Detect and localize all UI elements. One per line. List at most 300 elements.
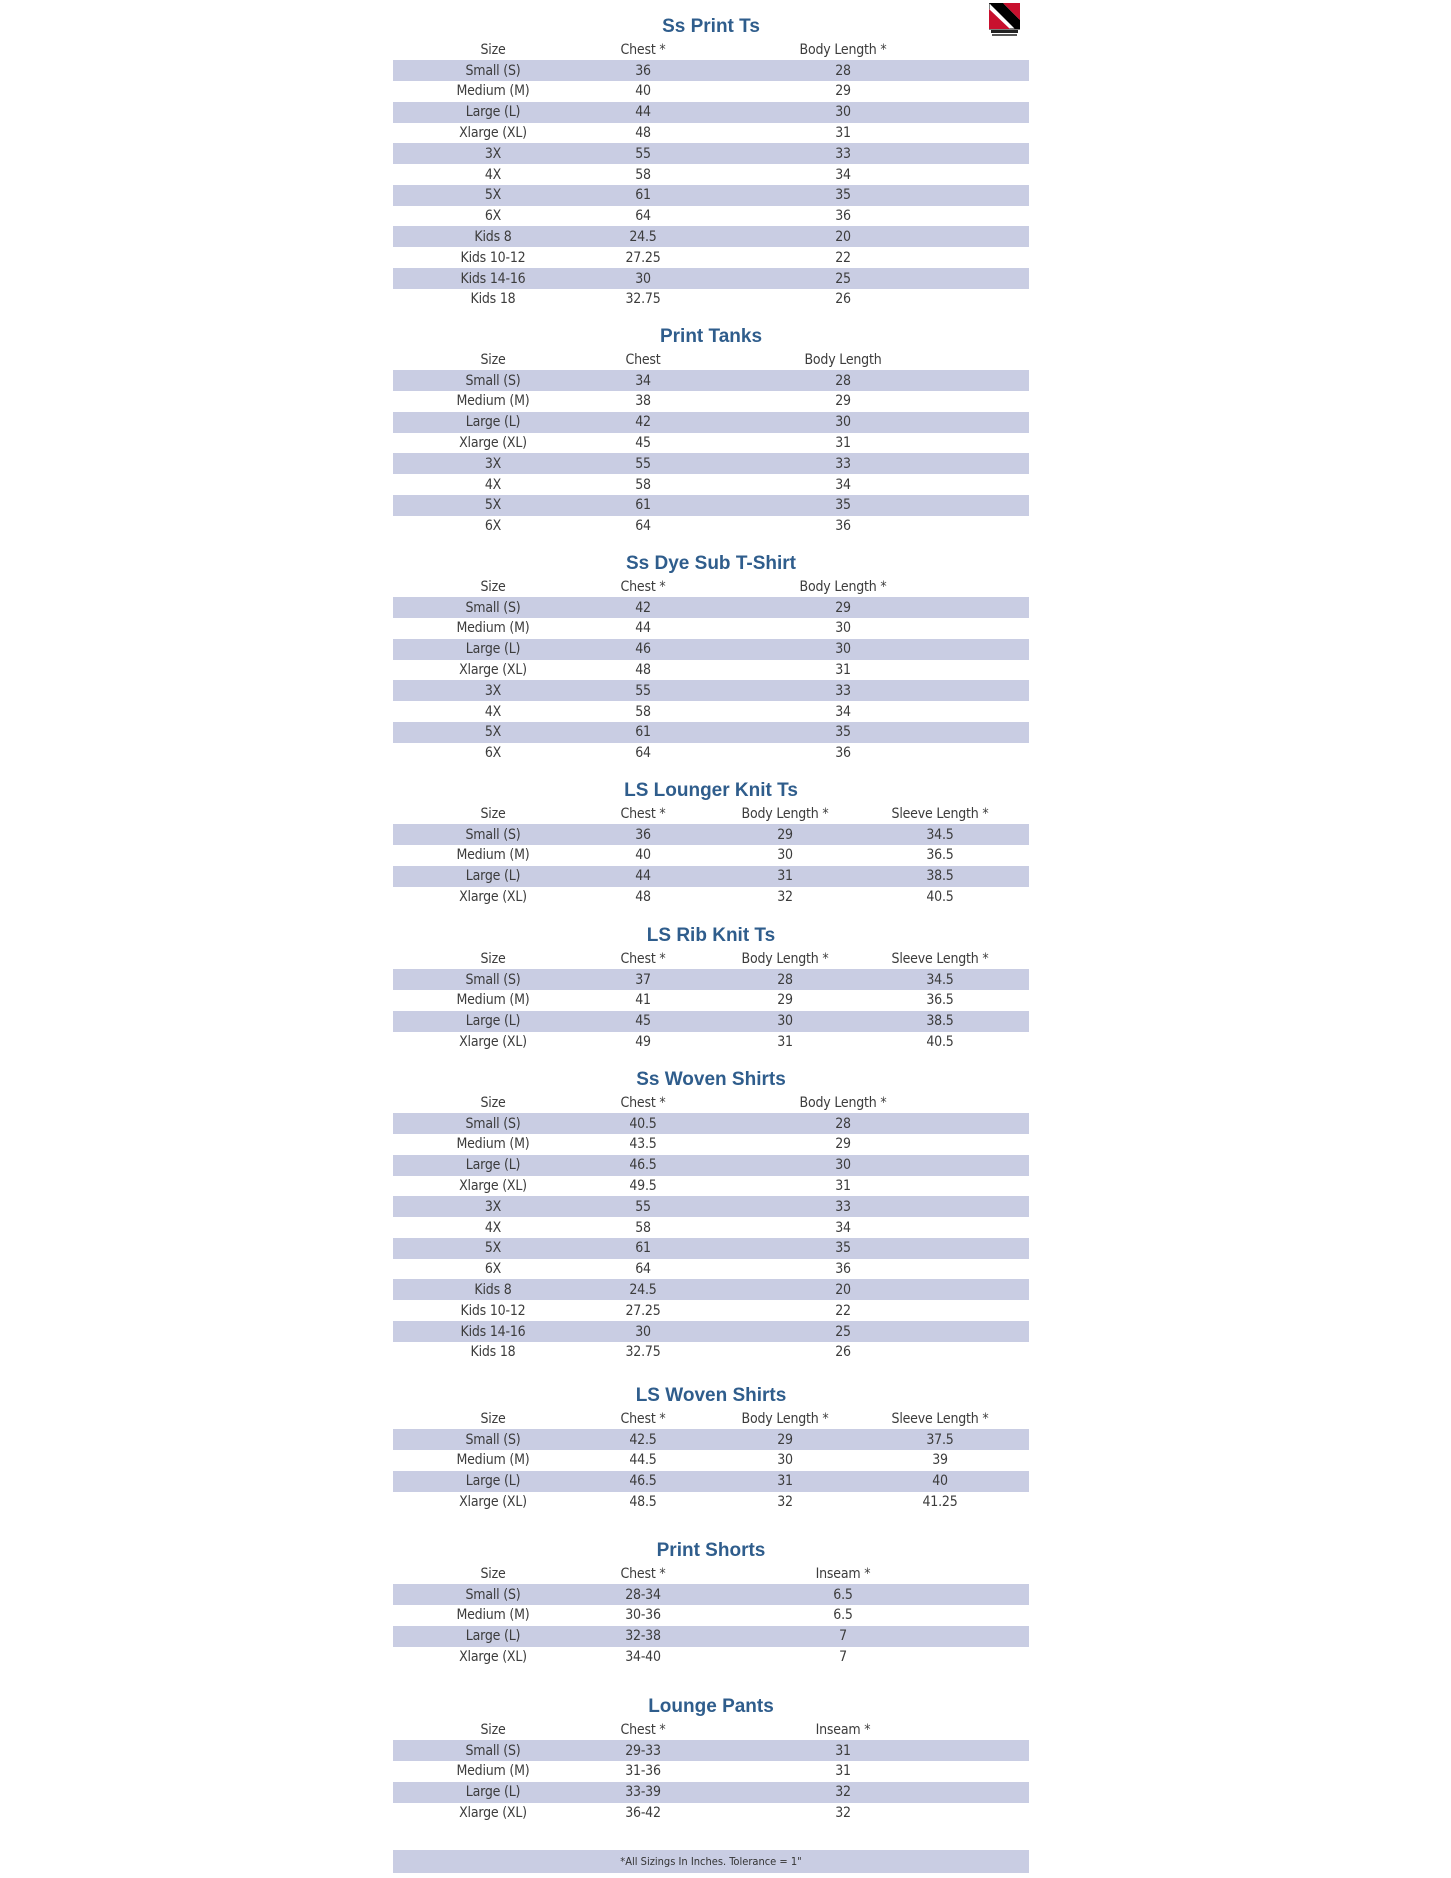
measurement-cell: 61 [635,1240,651,1257]
size-cell: Medium (M) [456,992,530,1009]
measurement-cell: 29 [835,599,851,616]
measurement-cell: 61 [635,187,651,204]
table-row [393,990,1029,1011]
measurement-cell: 29 [835,83,851,100]
measurement-cell: 58 [635,1219,651,1236]
table-title: Print Tanks [659,326,763,347]
measurement-cell: 38.5 [926,1013,954,1030]
size-cell: 3X [484,145,502,162]
table-row [393,1196,1029,1217]
measurement-cell: 32 [777,1493,793,1510]
column-header: Inseam * [815,1566,871,1582]
size-cell: Large (L) [465,414,521,431]
column-header: Chest * [620,1411,666,1427]
footer-note: *All Sizings In Inches. Tolerance = 1" [393,1850,1029,1873]
column-header: Size [480,1411,506,1427]
size-cell: Small (S) [465,826,521,843]
measurement-cell: 64 [635,208,651,225]
table-row [393,268,1029,289]
size-cell: Medium (M) [456,1136,530,1153]
measurement-cell: 48.5 [629,1493,657,1510]
size-cell: 6X [484,518,502,535]
size-cell: Kids 10-12 [460,249,526,266]
column-header: Body Length * [799,1095,887,1111]
table-row [393,164,1029,185]
size-cell: Kids 8 [474,1281,512,1298]
size-cell: Medium (M) [456,83,530,100]
measurement-cell: 34.5 [926,826,954,843]
table-row [393,122,1029,143]
column-header: Chest * [620,1722,666,1738]
table-row [393,639,1029,660]
measurement-cell: 6.5 [833,1586,853,1603]
measurement-cell: 30 [835,414,851,431]
column-header: Inseam * [815,1722,871,1738]
measurement-cell: 48 [635,888,651,905]
table-row [393,370,1029,391]
measurement-cell: 28 [835,1115,851,1132]
table-header-row [393,350,1029,370]
table-row [393,1740,1029,1761]
table-row [393,743,1029,764]
column-header: Body Length * [799,42,887,58]
table-row [393,453,1029,474]
size-cell: Large (L) [465,1473,521,1490]
table-row [393,1155,1029,1176]
measurement-cell: 28 [835,372,851,389]
table-row [393,866,1029,887]
measurement-cell: 38 [635,393,651,410]
measurement-cell: 58 [635,166,651,183]
measurement-cell: 31 [835,434,851,451]
measurement-cell: 34 [635,372,651,389]
table-row [393,516,1029,537]
table-row [393,143,1029,164]
table-row [393,1802,1029,1823]
measurement-cell: 32.75 [625,291,661,308]
table-row [393,1321,1029,1342]
size-cell: Xlarge (XL) [459,1648,527,1665]
table-row [393,81,1029,102]
table-header-row [393,949,1029,969]
measurement-cell: 22 [835,249,851,266]
table-row [393,845,1029,866]
size-cell: Xlarge (XL) [459,888,527,905]
measurement-cell: 28-34 [625,1586,661,1603]
measurement-cell: 45 [635,1013,651,1030]
table-header-row [393,1564,1029,1584]
measurement-cell: 40 [635,83,651,100]
size-cell: Medium (M) [456,393,530,410]
measurement-cell: 55 [635,682,651,699]
measurement-cell: 30 [777,1452,793,1469]
table-row [393,1471,1029,1492]
table-row [393,391,1029,412]
size-cell: Xlarge (XL) [459,434,527,451]
size-cell: Large (L) [465,641,521,658]
column-header: Sleeve Length * [891,951,989,967]
table-row [393,1605,1029,1626]
table-row [393,1782,1029,1803]
measurement-cell: 7 [839,1628,847,1645]
size-cell: Xlarge (XL) [459,1033,527,1050]
column-header: Sleeve Length * [891,806,989,822]
measurement-cell: 34 [835,166,851,183]
column-header: Body Length [804,352,882,368]
table-row [393,185,1029,206]
column-header: Body Length * [799,579,887,595]
measurement-cell: 34 [835,1219,851,1236]
size-cell: 4X [484,703,502,720]
size-cell: Small (S) [465,62,521,79]
measurement-cell: 30 [777,847,793,864]
size-cell: Kids 10-12 [460,1302,526,1319]
measurement-cell: 55 [635,1198,651,1215]
table-row [393,1761,1029,1782]
measurement-cell: 20 [835,1281,851,1298]
size-cell: Medium (M) [456,620,530,637]
size-cell: Kids 14-16 [460,270,526,287]
measurement-cell: 32 [777,888,793,905]
measurement-cell: 29-33 [625,1742,661,1759]
measurement-cell: 26 [835,291,851,308]
size-cell: Xlarge (XL) [459,1177,527,1194]
measurement-cell: 31 [777,1473,793,1490]
size-cell: Small (S) [465,971,521,988]
measurement-cell: 25 [835,1323,851,1340]
measurement-cell: 44.5 [629,1452,657,1469]
table-row [393,1300,1029,1321]
measurement-cell: 31 [835,124,851,141]
column-header: Size [480,806,506,822]
measurement-cell: 6.5 [833,1607,853,1624]
column-header: Chest * [620,806,666,822]
size-cell: Medium (M) [456,1452,530,1469]
measurement-cell: 41.25 [922,1493,958,1510]
measurement-cell: 25 [835,270,851,287]
measurement-cell: 46 [635,641,651,658]
size-cell: Large (L) [465,1157,521,1174]
measurement-cell: 46.5 [629,1473,657,1490]
measurement-cell: 64 [635,745,651,762]
measurement-cell: 35 [835,187,851,204]
measurement-cell: 44 [635,620,651,637]
measurement-cell: 30 [835,641,851,658]
measurement-cell: 33-39 [625,1784,661,1801]
measurement-cell: 30 [835,104,851,121]
measurement-cell: 31 [835,1742,851,1759]
measurement-cell: 49 [635,1033,651,1050]
size-cell: Large (L) [465,1784,521,1801]
table-row [393,1238,1029,1259]
size-cell: Medium (M) [456,847,530,864]
measurement-cell: 30 [777,1013,793,1030]
measurement-cell: 43.5 [629,1136,657,1153]
size-cell: Xlarge (XL) [459,661,527,678]
table-row [393,1342,1029,1363]
column-header: Size [480,1722,506,1738]
column-header: Size [480,1095,506,1111]
measurement-cell: 26 [835,1344,851,1361]
measurement-cell: 24.5 [629,1281,657,1298]
table-row [393,412,1029,433]
size-cell: Small (S) [465,599,521,616]
table-row [393,1175,1029,1196]
table-row [393,289,1029,310]
measurement-cell: 7 [839,1648,847,1665]
table-title: Lounge Pants [648,1696,774,1717]
table-header-row [393,1409,1029,1429]
size-cell: Small (S) [465,1431,521,1448]
measurement-cell: 34 [835,476,851,493]
column-header: Chest * [620,1095,666,1111]
measurement-cell: 30 [835,1157,851,1174]
measurement-cell: 32 [835,1784,851,1801]
table-row [393,1259,1029,1280]
column-header: Size [480,42,506,58]
table-row [393,60,1029,81]
measurement-cell: 61 [635,497,651,514]
column-header: Size [480,579,506,595]
measurement-cell: 40.5 [926,1033,954,1050]
measurement-cell: 40.5 [629,1115,657,1132]
table-title: LS Woven Shirts [635,1385,787,1406]
measurement-cell: 34.5 [926,971,954,988]
measurement-cell: 61 [635,724,651,741]
table-row [393,597,1029,618]
table-row [393,969,1029,990]
measurement-cell: 36-42 [625,1804,661,1821]
measurement-cell: 31 [835,1177,851,1194]
measurement-cell: 42 [635,599,651,616]
measurement-cell: 40 [635,847,651,864]
size-cell: Small (S) [465,1742,521,1759]
table-row [393,432,1029,453]
size-cell: 3X [484,682,502,699]
measurement-cell: 29 [777,1431,793,1448]
table-row [393,102,1029,123]
measurement-cell: 34-40 [625,1648,661,1665]
measurement-cell: 37.5 [926,1431,954,1448]
table-row [393,680,1029,701]
column-header: Chest * [620,1566,666,1582]
table-row [393,1217,1029,1238]
measurement-cell: 31-36 [625,1763,661,1780]
column-header: Size [480,1566,506,1582]
table-row [393,1134,1029,1155]
size-cell: 6X [484,1261,502,1278]
table-row [393,1113,1029,1134]
size-cell: Large (L) [465,868,521,885]
table-row [393,1011,1029,1032]
size-cell: 5X [484,1240,502,1257]
measurement-cell: 29 [777,992,793,1009]
measurement-cell: 32 [835,1804,851,1821]
table-row [393,886,1029,907]
size-cell: Xlarge (XL) [459,1493,527,1510]
table-header-row [393,804,1029,824]
measurement-cell: 35 [835,1240,851,1257]
measurement-cell: 20 [835,228,851,245]
measurement-cell: 64 [635,1261,651,1278]
column-header: Size [480,352,506,368]
measurement-cell: 36 [635,62,651,79]
measurement-cell: 40.5 [926,888,954,905]
table-row [393,247,1029,268]
table-row [393,722,1029,743]
measurement-cell: 36.5 [926,992,954,1009]
measurement-cell: 31 [777,868,793,885]
measurement-cell: 58 [635,476,651,493]
size-cell: 4X [484,166,502,183]
measurement-cell: 27.25 [625,249,661,266]
size-cell: Kids 14-16 [460,1323,526,1340]
table-title: Ss Woven Shirts [636,1069,786,1090]
measurement-cell: 36 [835,745,851,762]
table-title: LS Lounger Knit Ts [624,780,798,801]
table-row [393,1031,1029,1052]
size-cell: Kids 8 [474,228,512,245]
table-row [393,474,1029,495]
measurement-cell: 44 [635,104,651,121]
size-cell: Large (L) [465,1013,521,1030]
measurement-cell: 36 [835,518,851,535]
column-header: Body Length * [741,1411,829,1427]
measurement-cell: 30 [635,1323,651,1340]
table-title: LS Rib Knit Ts [646,925,776,946]
measurement-cell: 41 [635,992,651,1009]
measurement-cell: 36 [835,208,851,225]
table-row [393,1584,1029,1605]
table-row [393,1450,1029,1471]
measurement-cell: 45 [635,434,651,451]
table-row [393,1646,1029,1667]
measurement-cell: 29 [835,393,851,410]
table-header-row [393,1720,1029,1740]
column-header: Chest [625,352,661,368]
measurement-cell: 33 [835,145,851,162]
measurement-cell: 31 [835,1763,851,1780]
measurement-cell: 46.5 [629,1157,657,1174]
measurement-cell: 58 [635,703,651,720]
measurement-cell: 64 [635,518,651,535]
measurement-cell: 35 [835,497,851,514]
size-cell: 3X [484,1198,502,1215]
table-row [393,1626,1029,1647]
measurement-cell: 32.75 [625,1344,661,1361]
measurement-cell: 27.25 [625,1302,661,1319]
measurement-cell: 36 [635,826,651,843]
measurement-cell: 31 [777,1033,793,1050]
size-cell: Xlarge (XL) [459,1804,527,1821]
measurement-cell: 29 [835,1136,851,1153]
table-row [393,495,1029,516]
measurement-cell: 49.5 [629,1177,657,1194]
measurement-cell: 24.5 [629,228,657,245]
size-cell: Medium (M) [456,1763,530,1780]
table-row [393,206,1029,227]
size-cell: 6X [484,208,502,225]
column-header: Chest * [620,579,666,595]
measurement-cell: 31 [835,661,851,678]
column-header: Body Length * [741,951,829,967]
size-cell: 6X [484,745,502,762]
size-cell: Large (L) [465,104,521,121]
measurement-cell: 30 [635,270,651,287]
measurement-cell: 37 [635,971,651,988]
column-header: Body Length * [741,806,829,822]
measurement-cell: 48 [635,124,651,141]
size-cell: Small (S) [465,1586,521,1603]
table-row [393,1491,1029,1512]
table-row [393,659,1029,680]
measurement-cell: 33 [835,682,851,699]
size-cell: Large (L) [465,1628,521,1645]
size-cell: Small (S) [465,372,521,389]
column-header: Size [480,951,506,967]
table-row [393,618,1029,639]
measurement-cell: 55 [635,455,651,472]
table-row [393,824,1029,845]
size-cell: 3X [484,455,502,472]
measurement-cell: 28 [777,971,793,988]
measurement-cell: 33 [835,1198,851,1215]
size-cell: Medium (M) [456,1607,530,1624]
size-cell: Kids 18 [470,1344,516,1361]
size-cell: 4X [484,1219,502,1236]
measurement-cell: 33 [835,455,851,472]
table-row [393,701,1029,722]
measurement-cell: 44 [635,868,651,885]
measurement-cell: 36.5 [926,847,954,864]
measurement-cell: 39 [932,1452,948,1469]
table-title: Print Shorts [656,1540,766,1561]
measurement-cell: 32-38 [625,1628,661,1645]
column-header: Chest * [620,42,666,58]
size-cell: 4X [484,476,502,493]
table-title: Ss Print Ts [662,16,760,37]
measurement-cell: 29 [777,826,793,843]
measurement-cell: 40 [932,1473,948,1490]
size-cell: 5X [484,497,502,514]
measurement-cell: 35 [835,724,851,741]
measurement-cell: 28 [835,62,851,79]
measurement-cell: 55 [635,145,651,162]
table-header-row [393,1093,1029,1113]
measurement-cell: 30 [835,620,851,637]
measurement-cell: 42.5 [629,1431,657,1448]
measurement-cell: 34 [835,703,851,720]
measurement-cell: 36 [835,1261,851,1278]
measurement-cell: 22 [835,1302,851,1319]
size-cell: Xlarge (XL) [459,124,527,141]
size-cell: Kids 18 [470,291,516,308]
table-header-row [393,577,1029,597]
table-row [393,1279,1029,1300]
measurement-cell: 48 [635,661,651,678]
measurement-cell: 38.5 [926,868,954,885]
measurement-cell: 42 [635,414,651,431]
size-cell: Small (S) [465,1115,521,1132]
column-header: Chest * [620,951,666,967]
table-row [393,1429,1029,1450]
size-cell: 5X [484,187,502,204]
table-header-row [393,40,1029,60]
measurement-cell: 30-36 [625,1607,661,1624]
column-header: Sleeve Length * [891,1411,989,1427]
table-title: Ss Dye Sub T-Shirt [626,553,796,574]
size-cell: 5X [484,724,502,741]
